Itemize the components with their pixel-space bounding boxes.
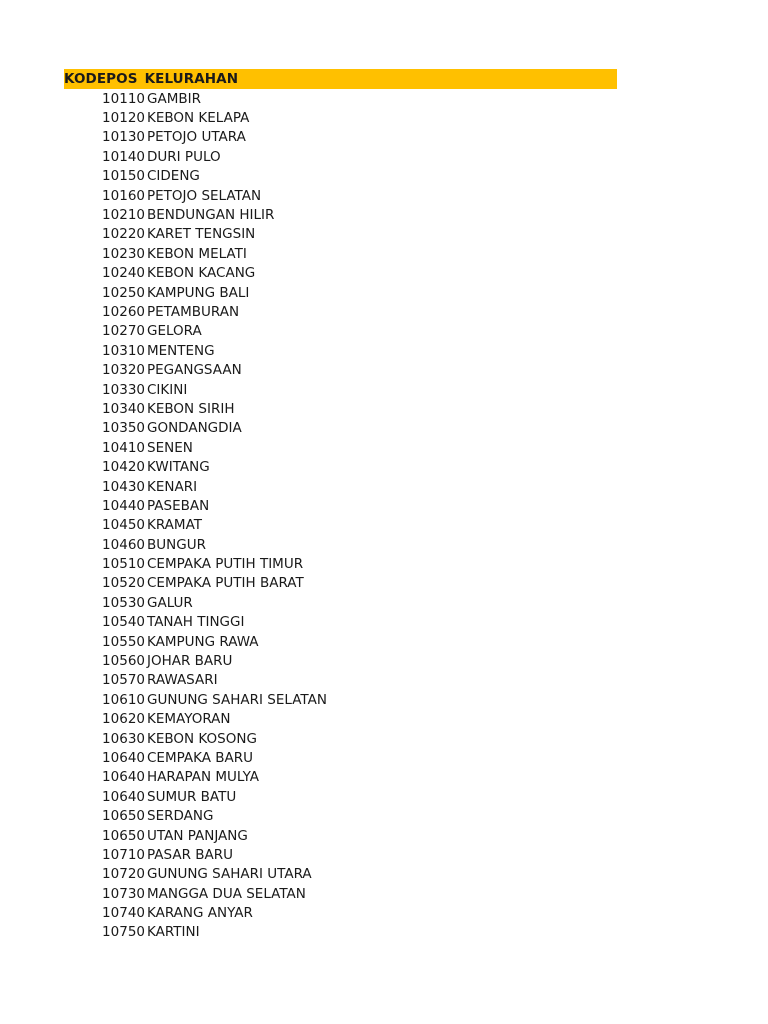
postal-code-cell: 10530 — [102, 594, 145, 611]
table-row — [64, 128, 617, 147]
kelurahan-cell: KEBON MELATI — [147, 245, 247, 262]
kelurahan-cell: BENDUNGAN HILIR — [147, 207, 275, 224]
postal-code-cell: 10730 — [102, 885, 145, 902]
table-row — [64, 186, 617, 205]
kelurahan-cell: MANGGA DUA SELATAN — [147, 885, 306, 902]
table-row — [64, 671, 617, 690]
table-row — [64, 225, 617, 244]
table-row — [64, 516, 617, 535]
postal-code-cell: 10140 — [102, 148, 145, 165]
kelurahan-cell: GONDANGDIA — [147, 420, 242, 437]
table-header — [64, 69, 617, 89]
table-row — [64, 477, 617, 496]
kelurahan-cell: KEBON SIRIH — [147, 400, 235, 417]
kelurahan-cell: HARAPAN MULYA — [147, 769, 260, 786]
kelurahan-cell: CIDENG — [147, 168, 200, 185]
table-row — [64, 341, 617, 360]
kelurahan-cell: GELORA — [147, 323, 202, 340]
postal-code-cell: 10420 — [102, 459, 145, 476]
kelurahan-cell: BUNGUR — [147, 536, 206, 553]
kelurahan-cell: PETAMBURAN — [147, 303, 240, 320]
kelurahan-cell: KAMPUNG RAWA — [147, 633, 259, 650]
kelurahan-cell: GUNUNG SAHARI SELATAN — [147, 691, 327, 708]
postal-code-cell: 10750 — [102, 924, 145, 941]
postal-code-cell: 10250 — [102, 284, 145, 301]
table-row — [64, 399, 617, 418]
table-row — [64, 923, 617, 942]
postal-code-cell: 10610 — [102, 691, 145, 708]
kelurahan-cell: CEMPAKA PUTIH BARAT — [147, 575, 304, 592]
postal-code-cell: 10120 — [102, 110, 145, 127]
postal-code-cell: 10520 — [102, 575, 145, 592]
kelurahan-cell: KEBON KELAPA — [147, 110, 250, 127]
kelurahan-cell: SENEN — [147, 439, 193, 456]
postal-code-cell: 10240 — [102, 265, 145, 282]
kelurahan-cell: KRAMAT — [147, 517, 203, 534]
table-row — [64, 283, 617, 302]
postal-code-cell: 10650 — [102, 808, 145, 825]
postal-code-cell: 10430 — [102, 478, 145, 495]
table-row — [64, 574, 617, 593]
postal-code-table — [64, 69, 617, 942]
postal-code-cell: 10570 — [102, 672, 145, 689]
table-row — [64, 903, 617, 922]
table-row — [64, 457, 617, 476]
table-row — [64, 884, 617, 903]
table-row — [64, 748, 617, 767]
postal-code-cell: 10560 — [102, 653, 145, 670]
table-row — [64, 264, 617, 283]
postal-code-cell: 10160 — [102, 187, 145, 204]
postal-code-cell: 10640 — [102, 749, 145, 766]
table-row — [64, 89, 617, 108]
kelurahan-cell: CEMPAKA BARU — [147, 749, 254, 766]
kelurahan-cell: KENARI — [147, 478, 198, 495]
table-row — [64, 768, 617, 787]
postal-code-cell: 10640 — [102, 788, 145, 805]
table-row — [64, 729, 617, 748]
table-row — [64, 244, 617, 263]
table-row — [64, 806, 617, 825]
kelurahan-cell: GUNUNG SAHARI UTARA — [147, 866, 312, 883]
kelurahan-cell: KEBON KACANG — [147, 265, 256, 282]
kelurahan-cell: KEBON KOSONG — [147, 730, 257, 747]
table-row — [64, 845, 617, 864]
table-row — [64, 205, 617, 224]
postal-code-cell: 10460 — [102, 536, 145, 553]
kelurahan-cell: PETOJO SELATAN — [147, 187, 262, 204]
table-row — [64, 710, 617, 729]
table-row — [64, 380, 617, 399]
kelurahan-cell: PASAR BARU — [147, 846, 233, 863]
kelurahan-cell: SUMUR BATU — [147, 788, 237, 805]
table-row — [64, 302, 617, 321]
postal-code-cell: 10720 — [102, 866, 145, 883]
postal-code-cell: 10550 — [102, 633, 145, 650]
postal-code-cell: 10320 — [102, 362, 145, 379]
table-row — [64, 651, 617, 670]
kelurahan-cell: KWITANG — [147, 459, 210, 476]
postal-code-cell: 10450 — [102, 517, 145, 534]
kelurahan-cell: KARANG ANYAR — [147, 905, 253, 922]
table-row — [64, 147, 617, 166]
postal-code-cell: 10540 — [102, 614, 145, 631]
postal-code-cell: 10110 — [102, 90, 145, 107]
table-row — [64, 865, 617, 884]
kelurahan-cell: CIKINI — [147, 381, 188, 398]
kelurahan-cell: DURI PULO — [147, 148, 221, 165]
postal-code-cell: 10210 — [102, 207, 145, 224]
postal-code-cell: 10230 — [102, 245, 145, 262]
table-body — [64, 89, 617, 942]
postal-code-cell: 10340 — [102, 400, 145, 417]
postal-code-cell: 10440 — [102, 497, 145, 514]
table-row — [64, 108, 617, 127]
kelurahan-cell: MENTENG — [147, 342, 215, 359]
postal-code-cell: 10350 — [102, 420, 145, 437]
postal-code-cell: 10130 — [102, 129, 145, 146]
header-kelurahan: KELURAHAN — [144, 71, 239, 87]
kelurahan-cell: PETOJO UTARA — [147, 129, 246, 146]
kelurahan-cell: PASEBAN — [147, 497, 210, 514]
table-row — [64, 826, 617, 845]
table-row — [64, 496, 617, 515]
table-row — [64, 360, 617, 379]
kelurahan-cell: PEGANGSAAN — [147, 362, 242, 379]
kelurahan-cell: GAMBIR — [147, 90, 201, 107]
kelurahan-cell: JOHAR BARU — [147, 653, 233, 670]
table-row — [64, 167, 617, 186]
postal-code-cell: 10650 — [102, 827, 145, 844]
postal-code-cell: 10330 — [102, 381, 145, 398]
postal-code-cell: 10410 — [102, 439, 145, 456]
kelurahan-cell: TANAH TINGGI — [147, 614, 245, 631]
table-row — [64, 419, 617, 438]
postal-code-cell: 10710 — [102, 846, 145, 863]
table-row — [64, 535, 617, 554]
table-row — [64, 593, 617, 612]
kelurahan-cell: UTAN PANJANG — [147, 827, 248, 844]
kelurahan-cell: CEMPAKA PUTIH TIMUR — [147, 556, 304, 573]
kelurahan-cell: KAMPUNG BALI — [147, 284, 250, 301]
table-row — [64, 613, 617, 632]
table-row — [64, 632, 617, 651]
table-row — [64, 322, 617, 341]
table-row — [64, 787, 617, 806]
table-row — [64, 438, 617, 457]
kelurahan-cell: SERDANG — [147, 808, 214, 825]
postal-code-cell: 10640 — [102, 769, 145, 786]
header-kodepos: KODEPOS — [64, 71, 138, 87]
postal-code-cell: 10150 — [102, 168, 145, 185]
postal-code-cell: 10740 — [102, 905, 145, 922]
kelurahan-cell: GALUR — [147, 594, 193, 611]
postal-code-cell: 10630 — [102, 730, 145, 747]
postal-code-cell: 10620 — [102, 711, 145, 728]
postal-code-cell: 10260 — [102, 303, 145, 320]
kelurahan-cell: RAWASARI — [147, 672, 218, 689]
kelurahan-cell: KARET TENGSIN — [147, 226, 256, 243]
table-row — [64, 554, 617, 573]
kelurahan-cell: KARTINI — [147, 924, 200, 941]
postal-code-cell: 10270 — [102, 323, 145, 340]
postal-code-cell: 10310 — [102, 342, 145, 359]
kelurahan-cell: KEMAYORAN — [147, 711, 231, 728]
postal-code-cell: 10510 — [102, 556, 145, 573]
table-row — [64, 690, 617, 709]
postal-code-cell: 10220 — [102, 226, 145, 243]
